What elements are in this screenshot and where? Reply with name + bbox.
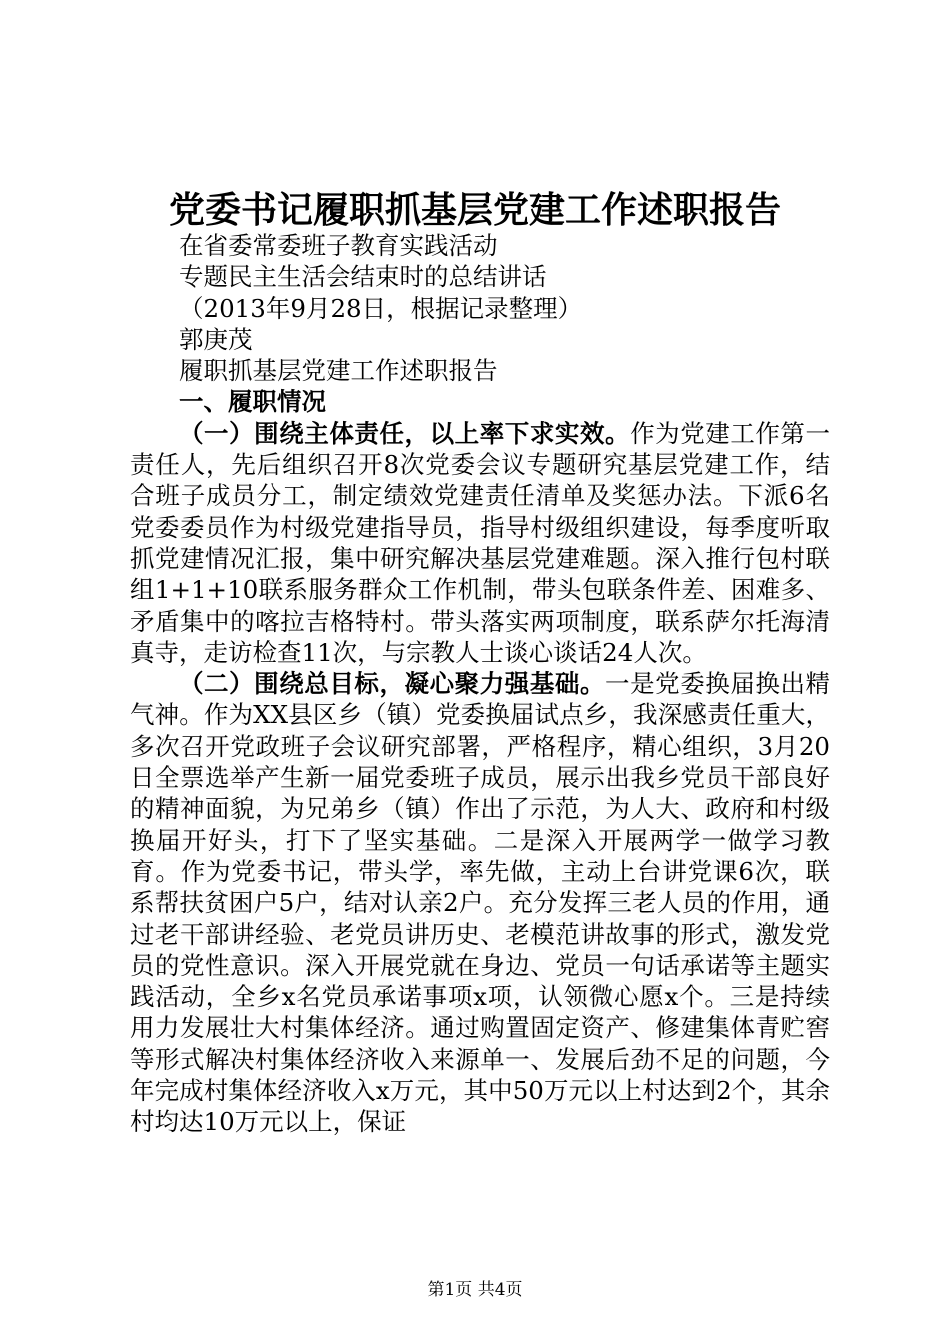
page-footer: 第1页 共4页 bbox=[427, 1280, 523, 1300]
meta-line: 履职抓基层党建工作述职报告 bbox=[179, 356, 498, 386]
meta-line: （2013年9月28日，根据记录整理） bbox=[179, 293, 583, 323]
meta-author: 郭庚茂 bbox=[179, 324, 253, 354]
paragraph-lead: （二）围绕总目标，凝心聚力强基础。 bbox=[179, 669, 606, 699]
document-body bbox=[130, 230, 830, 1138]
paragraph-body: 一是党委换届换出精气神。作为XX县区乡（镇）党委换届试点乡，我深感责任重大，多次召开党政班子会议研究部署，严格程序，精心组织，3月20日全票选举产生新一届党委班子成员，展示出我乡党员干部良好的精神面貌，为兄弟乡（镇）作出了示范，为人大、政府和村级换届开好头，打下了坚实基础。二是深入开展两学一做学习教育。作为党委书记，带头学，率先做，主动上台讲党课6次，联系帮扶贫困户5户，结对认亲2户。充分发挥三老人员的作用，通过老干部讲经验、老党员讲历史、老模范讲故事的形式，激发党员的党性意识。深入开展党就在身边、党员一句话承诺等主题实践活动，全乡x名党员承诺事项x项，认领微心愿x个。三是持续用力发展壮大村集体经济。通过购置固定资产、修建集体青贮窖等形式解决村集体经济收入来源单一、发展后劲不足的问题，今年完成村集体经济收入x万元，其中50万元以上村达到2个，其余村均达10万元以上，保证 bbox=[130, 669, 831, 1137]
meta-line: 在省委常委班子教育实践活动 bbox=[179, 231, 498, 260]
meta-line: 专题民主生活会结束时的总结讲话 bbox=[179, 262, 547, 292]
paragraph-lead: （一）围绕主体责任，以上率下求实效。 bbox=[179, 418, 631, 448]
paragraph bbox=[130, 668, 830, 1137]
section-heading: 一、履职情况 bbox=[179, 387, 326, 417]
paragraph bbox=[130, 418, 830, 668]
document-title: 党委书记履职抓基层党建工作述职报告 bbox=[168, 189, 781, 231]
paragraph-body: 作为党建工作第一责任人，先后组织召开8次党委会议专题研究基层党建工作，结合班子成员分工，制定绩效党建责任清单及奖惩办法。下派6名党委委员作为村级党建指导员，指导村级组织建设，每季度听取抓党建情况汇报，集中研究解决基层党建难题。深入推行包村联组1+1+10联系服务群众工作机制，带头包联条件差、困难多、矛盾集中的喀拉吉格特村。带头落实两项制度，联系萨尔托海清真寺，走访检查11次，与宗教人士谈心谈话24人次。 bbox=[130, 418, 830, 667]
